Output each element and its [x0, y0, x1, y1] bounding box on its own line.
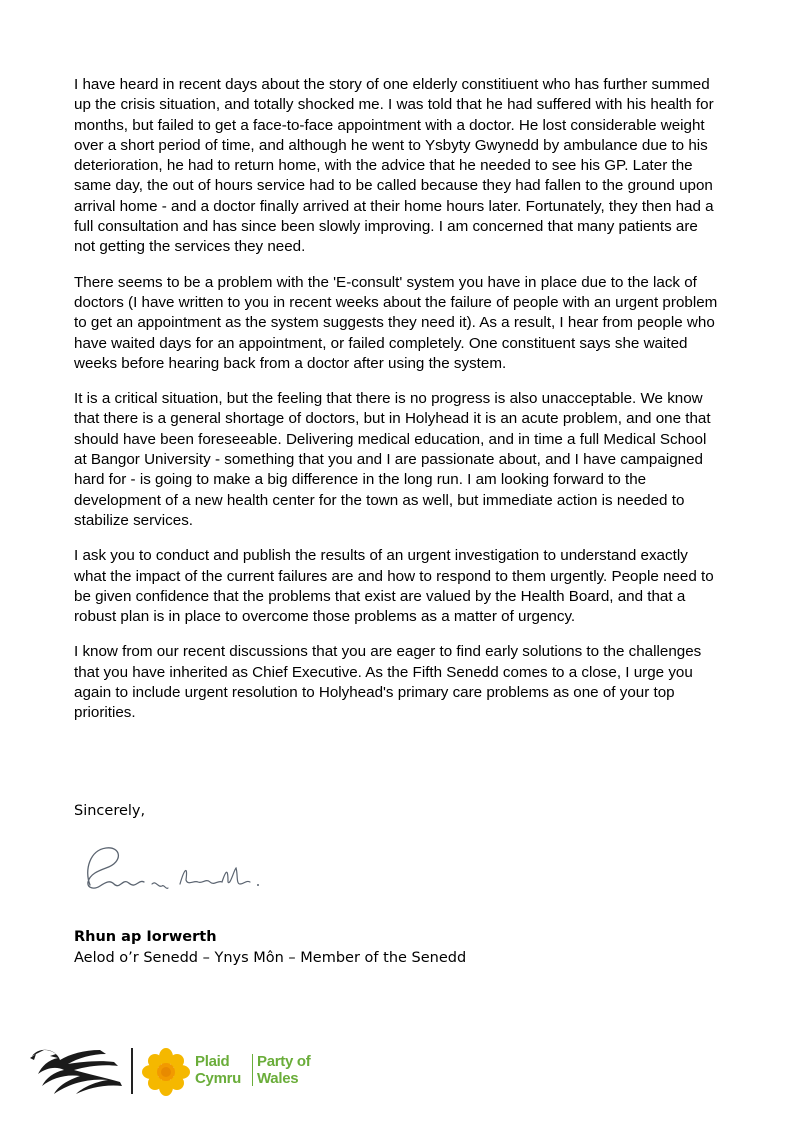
dragon-icon: [28, 1044, 124, 1096]
logo-party-of: Party of: [257, 1053, 311, 1070]
paragraph-4: I ask you to conduct and publish the results of an urgent investigation to understand exactly what the impact of the current failures are and how to respond to them urgently. People need to be given confidence that the problems that exist are valued by the Health Board, and that a robust plan is in place to overcome those problems as a matter of urgency.: [74, 547, 714, 626]
paragraph-5: I know from our recent discussions that you are eager to find early solutions to the challenges that you have inherited as Chief Executive. As the Fifth Senedd comes to a close, I urge you again to include urgent resolution to Holyhead's primary care problems as one of your top priorities.: [74, 643, 702, 722]
signatory-name: Rhun ap Iorwerth: [74, 929, 217, 945]
signatory-role: Aelod o’r Senedd – Ynys Môn – Member of the Senedd: [74, 950, 467, 966]
logo-wales: Wales: [257, 1070, 299, 1087]
logo-divider: [131, 1048, 133, 1094]
paragraph-2: There seems to be a problem with the 'E-consult' system you have in place due to the lack of doctors (I have written to you in recent weeks about the failure of people with an urgent problem to get an appointment as the system suggests they need it). As a result, I hear from people who have waited days for an appointment, or failed completely. One constituent says she waited weeks before hearing back from a doctor after using the system.: [74, 273, 718, 372]
closing: Sincerely,: [74, 803, 146, 819]
handwritten-signature: [76, 840, 276, 900]
daffodil-icon: [142, 1048, 190, 1096]
logo-plaid: Plaid: [195, 1053, 230, 1070]
logo-separator: [252, 1054, 253, 1086]
paragraph-1: I have heard in recent days about the story of one elderly constitiuent who has further summed up the crisis situation, and totally shocked me. I was told that he had suffered with his health for months, but failed to get a face-to-face appointment with a doctor. He lost considerable weight over a short period of time, and although he went to Ysbyty Gwynedd by ambulance due to his deterioration, he had to return home, with the advice that he needed to see his GP. Later the same day, the out of hours service had to be called because they had fallen to the ground upon arrival home - and a doctor finally arrived at their home hours later. Fortunately, they then had a full consultation and has since been slowly improving. I am concerned that many patients are not getting the services they need.: [74, 76, 714, 256]
paragraph-3: It is a critical situation, but the feeling that there is no progress is also unacceptable. We know that there is a general shortage of doctors, but in Holyhead it is an acute problem, and one that should have been foreseeable. Delivering medical education, and in time a full Medical School at Bangor University - something that you and I are passionate about, and I have campaigned hard for - is going to make a big difference in the long run. I am looking forward to the development of a new health center for the town as well, but immediate action is needed to stabilize services.: [74, 390, 711, 529]
logo-cymru: Cymru: [195, 1070, 242, 1087]
letter-body: [74, 75, 722, 739]
